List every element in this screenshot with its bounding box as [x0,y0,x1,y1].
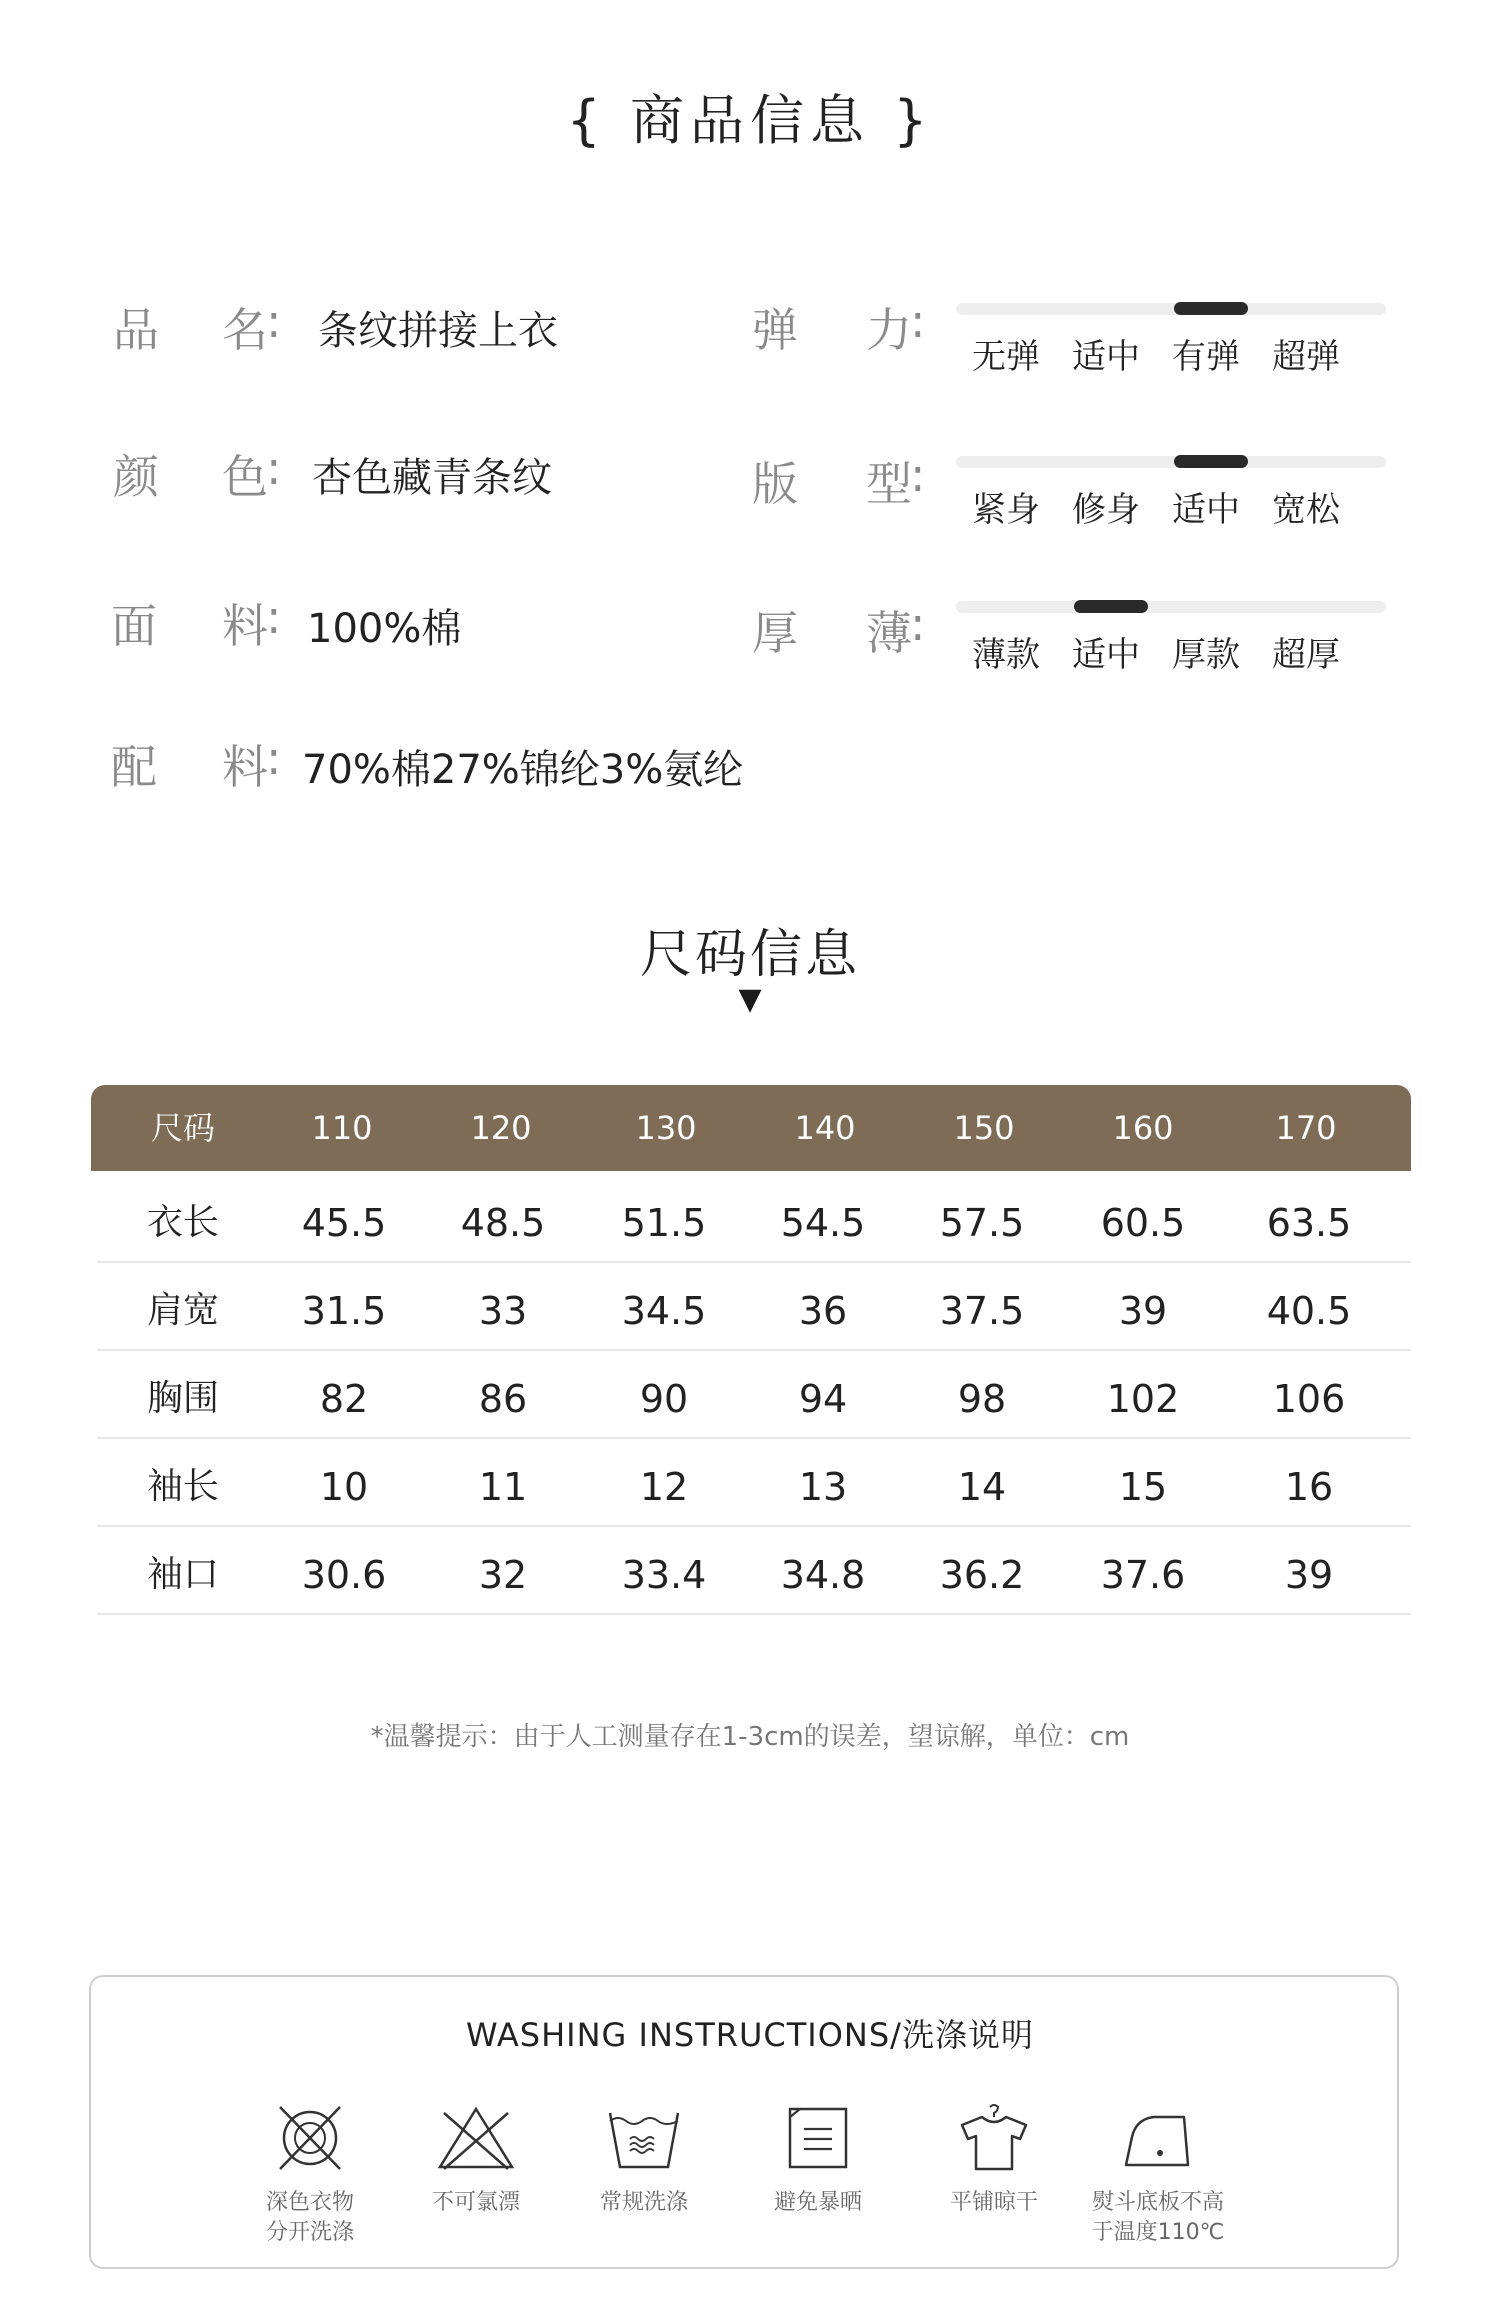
scale-option: 薄款 [972,635,1040,675]
scale-option: 厚款 [1172,635,1240,675]
size-cell: 98 [957,1377,1007,1421]
attr-lining-value: 70%棉27%锦纶3%氨纶 [302,747,744,793]
size-cell: 33.4 [621,1553,707,1597]
size-cell: 40.5 [1266,1289,1352,1333]
attr-name-label-b: 名 [222,303,270,357]
attr-name-colon: : [266,294,282,348]
size-row-label: 胸围 [146,1378,219,1419]
no-bleach-icon [436,2103,516,2173]
size-cell: 16 [1284,1465,1334,1509]
avoid-sun-icon [778,2103,858,2173]
size-cell: 60.5 [1100,1201,1186,1245]
size-cell: 15 [1118,1465,1168,1509]
size-header-cell: 130 [635,1109,697,1147]
scale-thickness-label-b: 薄 [866,606,914,660]
product-info-title: { 商品信息 } [566,89,934,152]
size-cell: 94 [798,1377,848,1421]
size-cell: 30.6 [301,1553,387,1597]
attr-name-value: 条纹拼接上衣 [318,308,558,354]
attr-lining-label-b: 料 [222,740,270,794]
size-cell: 51.5 [621,1201,707,1245]
size-cell: 39 [1118,1289,1168,1333]
attr-fabric-label-a: 面 [111,599,159,653]
size-cell: 33 [478,1289,528,1333]
size-header-cell: 150 [953,1109,1015,1147]
size-cell: 12 [639,1465,689,1509]
size-row-label: 衣长 [146,1202,219,1243]
size-header-cell: 120 [470,1109,532,1147]
size-row-label: 袖口 [146,1554,219,1595]
size-table-row [97,1173,1411,1263]
size-cell: 63.5 [1266,1201,1352,1245]
wash-label-line: 避免暴晒 [773,2190,862,2215]
attr-lining-colon: : [266,731,282,785]
attr-fabric-label-b: 料 [222,599,270,653]
wash-label-line: 熨斗底板不高 [1091,2190,1224,2215]
scale-option: 宽松 [1272,490,1340,530]
scale-fit-colon: : [910,448,926,502]
scale-option: 超弹 [1272,337,1340,377]
scale-option: 适中 [1072,337,1140,377]
size-header-cell: 160 [1112,1109,1174,1147]
scale-track [956,303,1386,315]
size-header-cell: 170 [1275,1109,1337,1147]
scale-option: 超厚 [1272,635,1340,675]
scale-option: 修身 [1072,490,1140,530]
size-cell: 14 [957,1465,1007,1509]
attr-color-colon: : [266,441,282,495]
scale-option: 紧身 [972,490,1040,530]
size-cell: 36 [798,1289,848,1333]
measurement-note: *温馨提示：由于人工测量存在1-3cm的误差，望谅解，单位：cm [370,1722,1130,1752]
size-row-label: 肩宽 [146,1290,219,1331]
size-table-row [97,1349,1411,1439]
scale-option: 无弹 [972,337,1040,377]
size-info-title: 尺码信息 [639,925,860,985]
hand-wash-separately-icon [270,2103,350,2173]
scale-elasticity-label-a: 弹 [752,303,800,357]
scale-option: 有弹 [1172,337,1240,377]
size-cell: 34.5 [621,1289,707,1333]
size-header-cell: 110 [311,1109,373,1147]
size-cell: 11 [478,1465,528,1509]
size-cell: 31.5 [301,1289,387,1333]
size-cell: 10 [319,1465,369,1509]
size-header-cell: 140 [794,1109,856,1147]
scale-option: 适中 [1172,490,1240,530]
scale-selected-mark [1174,455,1248,468]
attr-color-label-b: 色 [222,450,270,504]
low-iron-icon [1118,2103,1198,2173]
size-cell: 36.2 [939,1553,1025,1597]
scale-selected-mark [1174,302,1248,315]
attr-name-label-a: 品 [113,303,161,357]
scale-option: 适中 [1072,635,1140,675]
attr-lining-label-a: 配 [111,740,159,794]
attr-fabric-value: 100%棉 [307,606,462,652]
size-table-row [97,1437,1411,1527]
scale-selected-mark [1074,600,1148,613]
size-cell: 37.5 [939,1289,1025,1333]
scale-track [956,456,1386,468]
size-row-label: 袖长 [146,1466,219,1507]
down-arrow-icon: ▼ [738,982,762,1017]
attr-color-value: 杏色藏青条纹 [312,455,552,501]
size-cell: 102 [1106,1377,1180,1421]
size-cell: 90 [639,1377,689,1421]
size-table-row [97,1261,1411,1351]
size-cell: 48.5 [460,1201,546,1245]
size-table-header [91,1085,1411,1171]
scale-elasticity-colon: : [910,294,926,348]
size-cell: 37.6 [1100,1553,1186,1597]
size-cell: 32 [478,1553,528,1597]
size-cell: 34.8 [780,1553,866,1597]
scale-fit-label-a: 版 [752,457,800,511]
attr-fabric-colon: : [266,590,282,644]
size-cell: 57.5 [939,1201,1025,1245]
wash-label-line: 常规洗涤 [599,2190,688,2215]
washing-title: WASHING INSTRUCTIONS/洗涤说明 [466,2016,1034,2054]
size-cell: 106 [1272,1377,1346,1421]
normal-wash-icon [604,2103,684,2173]
wash-label [1058,2188,1258,2248]
attr-color-label-a: 颜 [113,450,161,504]
scale-elasticity-label-b: 力 [866,303,914,357]
wash-label [544,2188,744,2218]
scale-fit-label-b: 型 [866,457,914,511]
size-cell: 45.5 [301,1201,387,1245]
wash-label [718,2188,918,2218]
size-cell: 13 [798,1465,848,1509]
size-header-cell: 尺码 [150,1109,215,1147]
wash-label-line: 平铺晾干 [949,2190,1038,2215]
scale-track [956,601,1386,613]
scale-thickness-colon: : [910,597,926,651]
size-cell: 86 [478,1377,528,1421]
size-cell: 39 [1284,1553,1334,1597]
wash-label-line: 分开洗涤 [265,2220,354,2245]
wash-label-line: 不可氯漂 [431,2190,520,2215]
wash-label-line: 深色衣物 [265,2190,354,2215]
size-table-row [97,1525,1411,1615]
size-cell: 82 [319,1377,369,1421]
size-cell: 54.5 [780,1201,866,1245]
flat-dry-icon [954,2103,1034,2173]
wash-label-line: 于温度110℃ [1091,2220,1225,2245]
scale-thickness-label-a: 厚 [752,606,800,660]
